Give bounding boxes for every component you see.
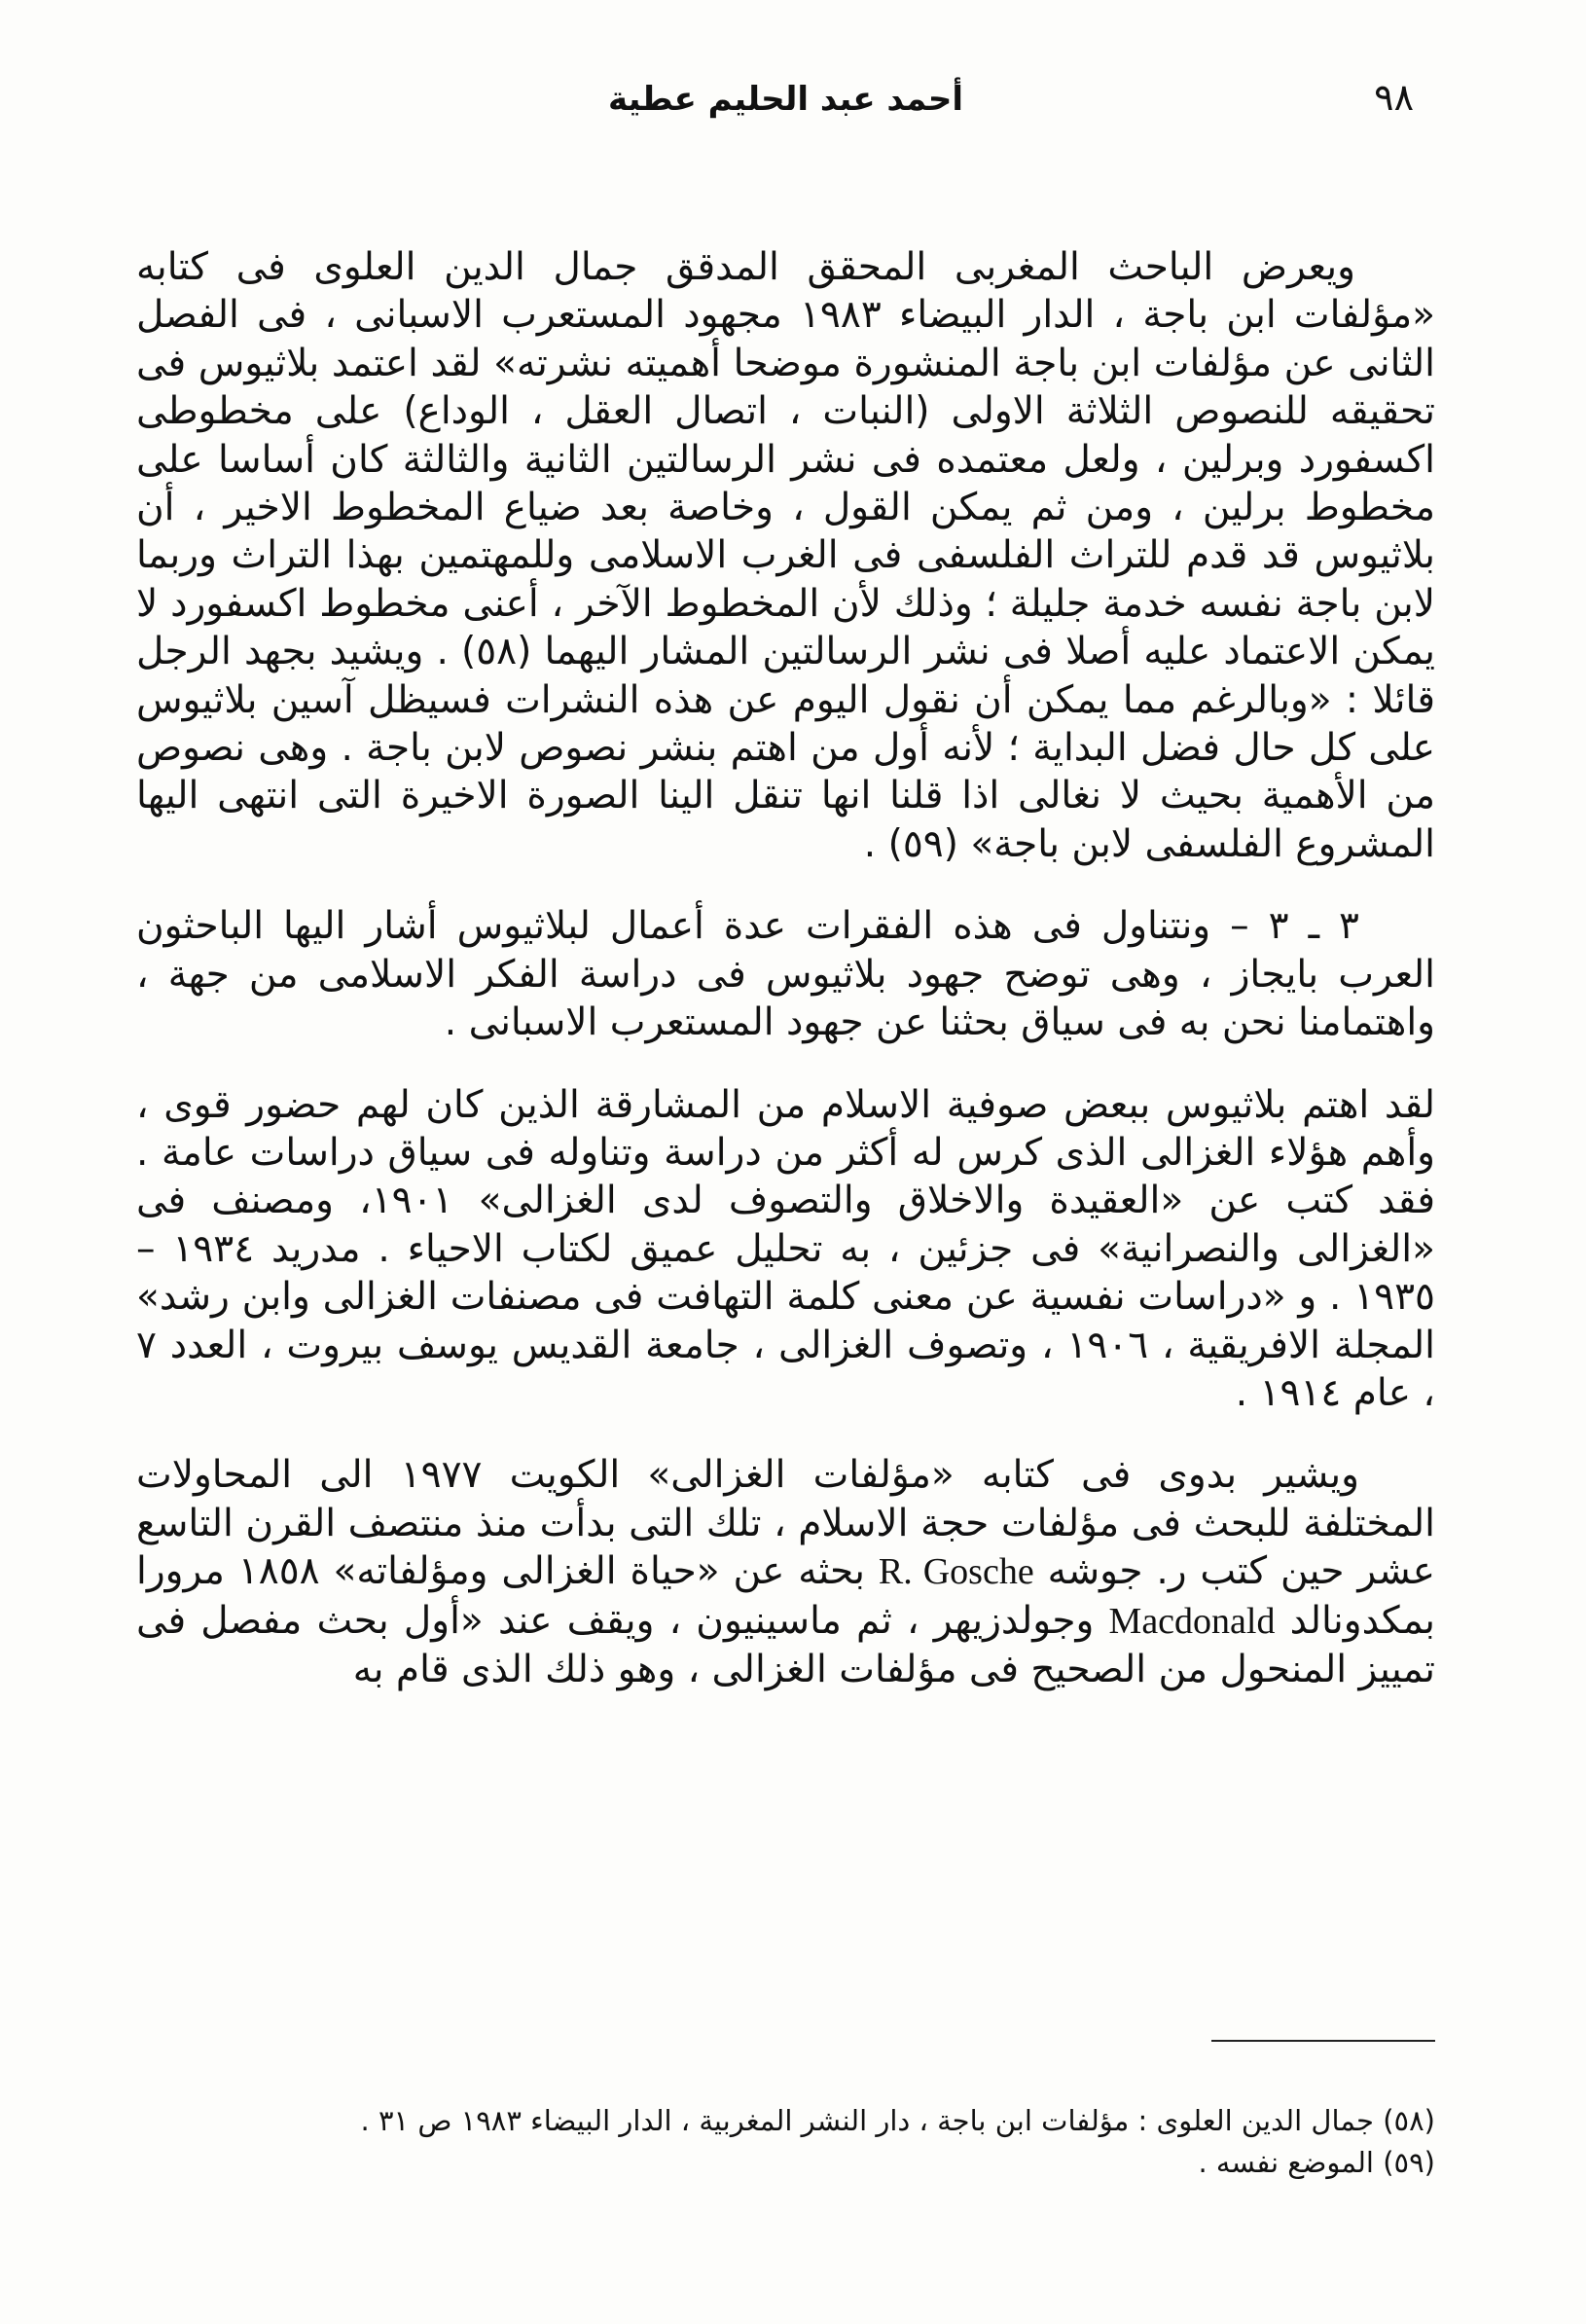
paragraph-1: ويعرض الباحث المغربى المحقق المدقق جمال الدين العلوى فى كتابه «مؤلفات ابن باجة ، الدار البيضاء ١٩٨٣ مجهود المستعرب الاسبانى ، فى الفصل الثانى عن مؤلفات ابن باجة المنشورة موضحا أهميته نشرته» لقد اعتمد بلاثيوس فى تحقيقه للنصوص الثلاثة الاولى (النبات ، اتصال العقل ، الوداع) على مخطوطى اكسفورد وبرلين ، ولعل معتمده فى نشر الرسالتين الثانية والثالثة كان أساسا على مخطوط برلين ، ومن ثم يمكن القول ، وخاصة بعد ضياع المخطوط الاخير ، أن بلاثيوس قد قدم للتراث الفلسفى فى الغرب الاسلامى وللمهتمين بهذا التراث وربما لابن باجة نفسه خدمة جليلة ؛ وذلك لأن المخطوط الآخر ، أعنى مخطوط اكسفورد لا يمكن الاعتماد عليه أصلا فى نشر الرسالتين المشار اليهما (٥٨) . ويشيد بجهد الرجل قائلا : «وبالرغم مما يمكن أن نقول اليوم عن هذه النشرات فسيظل آسين بلاثيوس على كل حال فضل البداية ؛ لأنه أول من اهتم بنشر نصوص لابن باجة . وهى نصوص من الأهمية بحيث لا نغالى اذا قلنا انها تنقل الينا الصورة الاخيرة التى انتهى اليها المشروع الفلسفى لابن باجة» (٥٩) . bbox=[136, 245, 1436, 866]
paragraph-4-text-b: بحثه عن «حياة الغزالى ومؤلفاته» ١٨٥٨ مرورا بمكدونالد bbox=[136, 1549, 1435, 1643]
footnote-59: (٥٩) الموضع نفسه . bbox=[1198, 2146, 1435, 2179]
paragraph-3: لقد اهتم بلاثيوس ببعض صوفية الاسلام من المشارقة الذين كان لهم حضور قوى ، وأهم هؤلاء الغزالى الذى كرس له أكثر من دراسة وتناوله فى سياق دراسات عامة . فقد كتب عن «العقيدة والاخلاق والتصوف لدى الغزالى» ١٩٠١، ومصنف فى «الغزالى والنصرانية» فى جزئين ، به تحليل عميق لكتاب الاحياء . مدريد ١٩٣٤ – ١٩٣٥ . و «دراسات نفسية عن معنى كلمة التهافت فى مصنفات الغزالى وابن رشد» المجلة الافريقية ، ١٩٠٦ ، وتصوف الغزالى ، جامعة القديس يوسف بيروت ، العدد ٧ ، عام ١٩١٤ . bbox=[136, 1082, 1436, 1415]
running-title: أحمد عبد الحليم عطية bbox=[607, 80, 964, 119]
footnotes bbox=[146, 2102, 1435, 2182]
paragraph-4 bbox=[136, 1451, 1435, 1693]
paragraph-2: ٣ ـ ٣ – ونتناول فى هذه الفقرات عدة أعمال لبلاثيوس أشار اليها الباحثون العرب بايجاز ، وهى توضح جهود بلاثيوس فى دراسة الفكر الاسلامى من جهة ، واهتمامنا نحن به فى سياق بحثنا عن جهود المستعرب الاسبانى . bbox=[136, 904, 1435, 1045]
page-number: ٩٨ bbox=[1374, 76, 1414, 119]
main-text bbox=[136, 243, 1435, 1693]
paragraph-4-text-a: ويشير بدوى فى كتابه «مؤلفات الغزالى» الكويت ١٩٧٧ الى المحاولات المختلفة للبحث فى مؤلفات حجة الاسلام ، تلك التى بدأت منذ منتصف القرن التاسع عشر حين كتب ر. جوشه bbox=[136, 1453, 1435, 1594]
footnote-separator bbox=[1211, 2040, 1435, 2042]
paragraph-4-text-c: وجولدزيهر ، ثم ماسينيون ، ويقف عند «أول بحث مفصل فى تمييز المنحول من الصحيح فى مؤلفات الغزالى ، وهو ذلك الذى قام به bbox=[136, 1598, 1435, 1691]
footnote-58: (٥٨) جمال الدين العلوى : مؤلفات ابن باجة ، دار النشر المغربية ، الدار البيضاء ١٩٨٣ ص ٣١ . bbox=[360, 2104, 1435, 2137]
latin-name-gosche: R. Gosche bbox=[878, 1551, 1034, 1593]
latin-name-macdonald: Macdonald bbox=[1108, 1600, 1276, 1642]
running-header bbox=[136, 76, 1435, 134]
